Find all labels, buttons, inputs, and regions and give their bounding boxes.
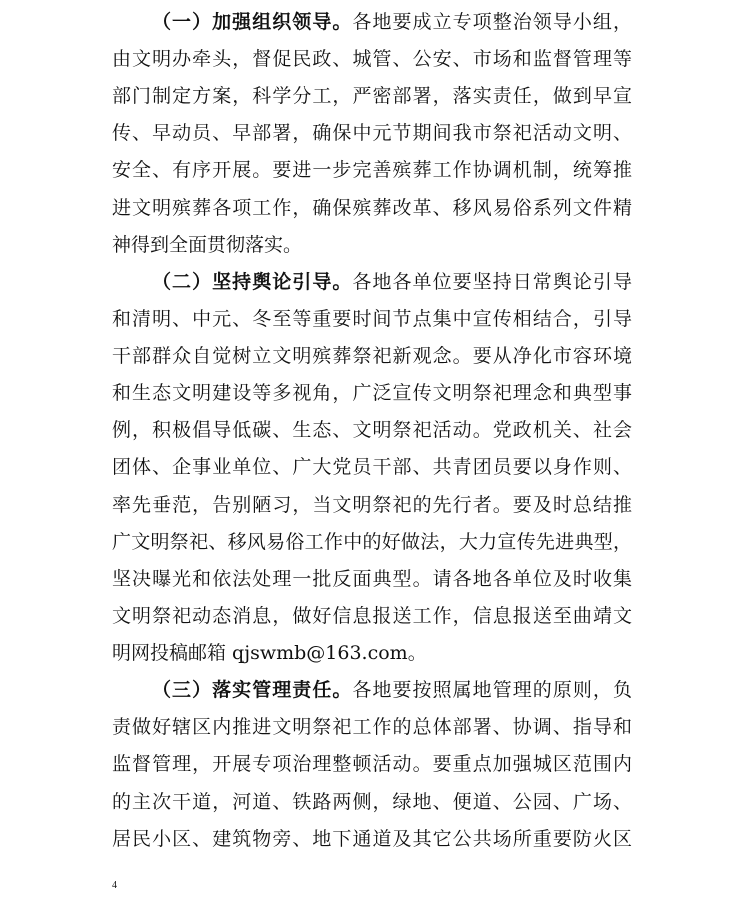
section-1-line-5: 安全、有序开展。要进一步完善殡葬工作协调机制，统筹推 [112, 159, 632, 181]
section-2-line-10: 文明祭祀动态消息，做好信息报送工作，信息报送至曲靖文 [112, 605, 632, 627]
section-3-line-1: （三）落实管理责任。各地要按照属地管理的原则，负 [152, 679, 632, 701]
section-2-line-9: 坚决曝光和依法处理一批反面典型。请各地各单位及时收集 [112, 568, 632, 590]
section-3-line-5: 居民小区、建筑物旁、地下通道及其它公共场所重要防火区 [112, 828, 632, 850]
section-1-line-4: 传、早动员、早部署，确保中元节期间我市祭祀活动文明、 [112, 122, 632, 144]
section-2-line-6: 团体、企事业单位、广大党员干部、共青团员要以身作则、 [112, 456, 632, 478]
section-1-line-1: （一）加强组织领导。各地要成立专项整治领导小组， [152, 11, 632, 33]
section-2-line-5: 例，积极倡导低碳、生态、文明祭祀活动。党政机关、社会 [112, 419, 632, 441]
section-1-heading: （一）加强组织领导。 [152, 11, 353, 33]
section-2-line-11: 明网投稿邮箱 qjswmb@163.com。 [112, 642, 427, 664]
section-2-heading: （二）坚持舆论引导。 [152, 271, 353, 293]
section-2-line-4: 和生态文明建设等多视角，广泛宣传文明祭祀理念和典型事 [112, 382, 632, 404]
section-3-line-4: 的主次干道，河道、铁路两侧，绿地、便道、公园、广场、 [112, 791, 632, 813]
section-1-line-6: 进文明殡葬各项工作，确保殡葬改革、移风易俗系列文件精 [112, 197, 632, 219]
section-1-line-2: 由文明办牵头，督促民政、城管、公安、市场和监督管理等 [112, 48, 632, 70]
section-2-line-3: 干部群众自觉树立文明殡葬祭祀新观念。要从净化市容环境 [112, 345, 632, 367]
section-2-line-1: （二）坚持舆论引导。各地各单位要坚持日常舆论引导 [152, 271, 632, 293]
section-3-heading: （三）落实管理责任。 [152, 679, 353, 701]
section-2-line-8: 广文明祭祀、移风易俗工作中的好做法，大力宣传先进典型， [112, 531, 632, 553]
section-1-line-7: 神得到全面贯彻落实。 [112, 234, 303, 256]
section-3-line-2: 责做好辖区内推进文明祭祀工作的总体部署、协调、指导和 [112, 716, 632, 738]
page-number: 4 [112, 880, 117, 891]
section-3-line-3: 监督管理，开展专项治理整顿活动。要重点加强城区范围内 [112, 753, 632, 775]
section-1-line-3: 部门制定方案，科学分工，严密部署，落实责任，做到早宣 [112, 85, 632, 107]
section-2-line-2: 和清明、中元、冬至等重要时间节点集中宣传相结合，引导 [112, 308, 632, 330]
section-2-line-7: 率先垂范，告别陋习，当文明祭祀的先行者。要及时总结推 [112, 494, 632, 516]
